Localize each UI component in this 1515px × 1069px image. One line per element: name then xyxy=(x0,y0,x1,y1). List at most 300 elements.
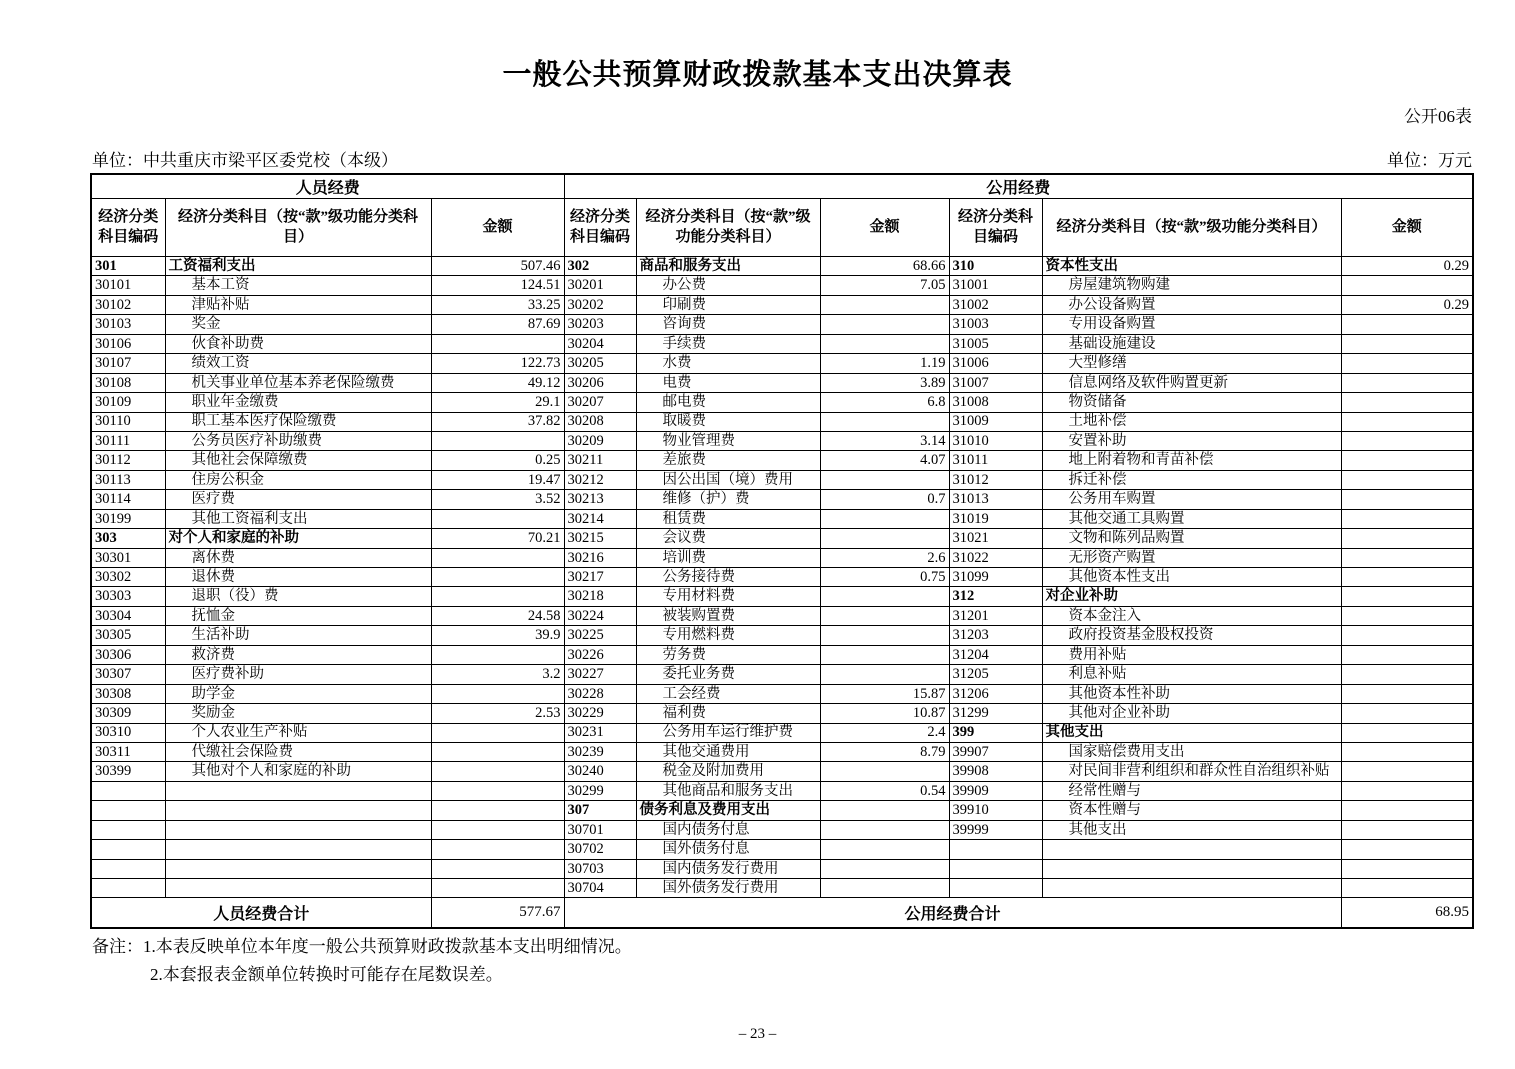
cell-code: 30103 xyxy=(91,315,165,334)
table-row xyxy=(91,723,1473,742)
page-title: 一般公共预算财政拨款基本支出决算表 xyxy=(502,59,1013,91)
cell-code: 30701 xyxy=(564,820,636,839)
cell-subject: 被装购置费 xyxy=(636,606,820,625)
cell-code: 30203 xyxy=(564,315,636,334)
cell-code: 31010 xyxy=(949,431,1042,450)
cell-code: 31201 xyxy=(949,606,1042,625)
cell-code: 310 xyxy=(949,257,1042,276)
cell-subject: 伙食补助费 xyxy=(165,334,431,353)
cell-subject: 国内债务付息 xyxy=(636,820,820,839)
cell-subject: 其他支出 xyxy=(1042,723,1341,742)
cell-subject: 绩效工资 xyxy=(165,354,431,373)
cell-amount xyxy=(1341,334,1473,353)
unit-currency-label: 单位：万元 xyxy=(1387,151,1472,170)
cell-amount xyxy=(1341,490,1473,509)
cell-subject: 文物和陈列品购置 xyxy=(1042,529,1341,548)
cell-subject: 资本性赠与 xyxy=(1042,801,1341,820)
cell-subject xyxy=(165,859,431,878)
cell-code: 30239 xyxy=(564,742,636,761)
cell-subject: 经常性赠与 xyxy=(1042,781,1341,800)
cell-subject: 医疗费 xyxy=(165,490,431,509)
cell-code: 30227 xyxy=(564,665,636,684)
cell-code: 31005 xyxy=(949,334,1042,353)
table-row xyxy=(91,801,1473,820)
cell-code: 30304 xyxy=(91,606,165,625)
expenditure-table xyxy=(90,173,1474,929)
cell-amount xyxy=(820,509,949,528)
cell-code: 30110 xyxy=(91,412,165,431)
cell-code: 30107 xyxy=(91,354,165,373)
cell-code: 31099 xyxy=(949,568,1042,587)
cell-amount: 37.82 xyxy=(431,412,564,431)
cell-amount: 0.75 xyxy=(820,568,949,587)
cell-subject: 其他社会保障缴费 xyxy=(165,451,431,470)
cell-code: 30224 xyxy=(564,606,636,625)
cell-code: 31022 xyxy=(949,548,1042,567)
cell-subject: 邮电费 xyxy=(636,393,820,412)
cell-subject: 印刷费 xyxy=(636,295,820,314)
cell-amount xyxy=(1341,665,1473,684)
cell-subject: 基础设施建设 xyxy=(1042,334,1341,353)
cell-code: 30217 xyxy=(564,568,636,587)
cell-amount xyxy=(431,568,564,587)
cell-subject: 债务利息及费用支出 xyxy=(636,801,820,820)
cell-subject: 职业年金缴费 xyxy=(165,393,431,412)
cell-subject: 房屋建筑物购建 xyxy=(1042,276,1341,295)
cell-subject: 取暖费 xyxy=(636,412,820,431)
col-header-subject: 经济分类科目（按“款”级功能分类科目） xyxy=(1042,199,1341,257)
cell-subject: 奖励金 xyxy=(165,704,431,723)
cell-subject: 工资福利支出 xyxy=(165,257,431,276)
cell-amount xyxy=(1341,529,1473,548)
cell-amount xyxy=(820,315,949,334)
cell-subject: 公务用车运行维护费 xyxy=(636,723,820,742)
cell-code: 303 xyxy=(91,529,165,548)
cell-amount: 3.52 xyxy=(431,490,564,509)
table-row xyxy=(91,431,1473,450)
table-row xyxy=(91,509,1473,528)
cell-subject: 土地补偿 xyxy=(1042,412,1341,431)
col-header-code: 经济分类科目编码 xyxy=(564,199,636,257)
cell-subject: 信息网络及软件购置更新 xyxy=(1042,373,1341,392)
table-row xyxy=(91,606,1473,625)
cell-code: 39908 xyxy=(949,762,1042,781)
cell-subject: 其他资本性支出 xyxy=(1042,568,1341,587)
group-header-row xyxy=(91,174,1473,199)
cell-code: 30305 xyxy=(91,626,165,645)
cell-subject: 会议费 xyxy=(636,529,820,548)
table-row xyxy=(91,762,1473,781)
cell-subject: 退职（役）费 xyxy=(165,587,431,606)
table-row xyxy=(91,742,1473,761)
cell-code: 31008 xyxy=(949,393,1042,412)
cell-amount xyxy=(1341,548,1473,567)
cell-code: 31206 xyxy=(949,684,1042,703)
cell-amount: 49.12 xyxy=(431,373,564,392)
cell-code: 30209 xyxy=(564,431,636,450)
cell-subject: 其他资本性补助 xyxy=(1042,684,1341,703)
cell-subject: 无形资产购置 xyxy=(1042,548,1341,567)
cell-amount xyxy=(820,606,949,625)
cell-subject xyxy=(165,781,431,800)
cell-code: 30215 xyxy=(564,529,636,548)
cell-code: 30225 xyxy=(564,626,636,645)
cell-amount: 122.73 xyxy=(431,354,564,373)
cell-subject: 其他工资福利支出 xyxy=(165,509,431,528)
cell-amount xyxy=(1341,587,1473,606)
cell-code xyxy=(91,859,165,878)
cell-amount xyxy=(1341,762,1473,781)
total-row xyxy=(91,898,1473,928)
cell-amount: 0.29 xyxy=(1341,257,1473,276)
col-header-amount: 金额 xyxy=(1341,199,1473,257)
cell-code xyxy=(91,840,165,859)
cell-subject: 对个人和家庭的补助 xyxy=(165,529,431,548)
cell-code: 30229 xyxy=(564,704,636,723)
cell-code: 30302 xyxy=(91,568,165,587)
cell-code: 39999 xyxy=(949,820,1042,839)
cell-subject: 住房公积金 xyxy=(165,470,431,489)
cell-subject: 基本工资 xyxy=(165,276,431,295)
table-row xyxy=(91,587,1473,606)
cell-code xyxy=(91,820,165,839)
cell-subject: 津贴补贴 xyxy=(165,295,431,314)
cell-code: 39909 xyxy=(949,781,1042,800)
cell-amount: 124.51 xyxy=(431,276,564,295)
cell-code xyxy=(91,801,165,820)
cell-code: 30214 xyxy=(564,509,636,528)
cell-amount xyxy=(820,879,949,898)
table-row xyxy=(91,626,1473,645)
cell-amount xyxy=(820,762,949,781)
table-row xyxy=(91,451,1473,470)
cell-amount xyxy=(820,626,949,645)
cell-amount xyxy=(1341,742,1473,761)
group-header-public: 公用经费 xyxy=(564,174,1473,199)
cell-code xyxy=(91,781,165,800)
cell-amount xyxy=(431,587,564,606)
cell-code: 30212 xyxy=(564,470,636,489)
cell-subject: 机关事业单位基本养老保险缴费 xyxy=(165,373,431,392)
cell-amount xyxy=(431,431,564,450)
cell-subject: 国家赔偿费用支出 xyxy=(1042,742,1341,761)
table-row xyxy=(91,859,1473,878)
cell-subject: 其他交通费用 xyxy=(636,742,820,761)
table-row xyxy=(91,645,1473,664)
cell-amount xyxy=(1341,781,1473,800)
public-total-label: 公用经费合计 xyxy=(564,898,1341,928)
cell-amount xyxy=(1341,470,1473,489)
table-row xyxy=(91,295,1473,314)
cell-amount xyxy=(1341,509,1473,528)
col-header-subject: 经济分类科目（按“款”级功能分类科目） xyxy=(636,199,820,257)
table-row xyxy=(91,548,1473,567)
cell-code: 31299 xyxy=(949,704,1042,723)
cell-amount: 0.54 xyxy=(820,781,949,800)
cell-code: 30307 xyxy=(91,665,165,684)
table-row xyxy=(91,393,1473,412)
cell-subject: 退休费 xyxy=(165,568,431,587)
cell-code: 31001 xyxy=(949,276,1042,295)
cell-amount xyxy=(1341,393,1473,412)
cell-code: 30102 xyxy=(91,295,165,314)
cell-subject: 电费 xyxy=(636,373,820,392)
cell-code: 30106 xyxy=(91,334,165,353)
cell-code: 30226 xyxy=(564,645,636,664)
cell-code: 30205 xyxy=(564,354,636,373)
cell-amount xyxy=(1341,568,1473,587)
cell-subject: 水费 xyxy=(636,354,820,373)
cell-code: 30310 xyxy=(91,723,165,742)
cell-code: 31012 xyxy=(949,470,1042,489)
cell-code: 30201 xyxy=(564,276,636,295)
cell-code: 30218 xyxy=(564,587,636,606)
cell-subject: 对企业补助 xyxy=(1042,587,1341,606)
cell-subject: 咨询费 xyxy=(636,315,820,334)
cell-amount: 70.21 xyxy=(431,529,564,548)
col-header-subject: 经济分类科目（按“款”级功能分类科目） xyxy=(165,199,431,257)
cell-subject: 商品和服务支出 xyxy=(636,257,820,276)
cell-subject: 国外债务发行费用 xyxy=(636,879,820,898)
cell-subject: 资本金注入 xyxy=(1042,606,1341,625)
cell-amount: 33.25 xyxy=(431,295,564,314)
cell-amount xyxy=(820,470,949,489)
cell-amount: 3.2 xyxy=(431,665,564,684)
cell-subject: 医疗费补助 xyxy=(165,665,431,684)
cell-subject: 其他支出 xyxy=(1042,820,1341,839)
cell-subject: 委托业务费 xyxy=(636,665,820,684)
table-row xyxy=(91,373,1473,392)
cell-amount: 0.7 xyxy=(820,490,949,509)
cell-subject: 专用材料费 xyxy=(636,587,820,606)
cell-amount: 15.87 xyxy=(820,684,949,703)
table-row xyxy=(91,820,1473,839)
cell-amount: 0.25 xyxy=(431,451,564,470)
cell-amount xyxy=(1341,431,1473,450)
cell-amount: 3.14 xyxy=(820,431,949,450)
cell-amount xyxy=(1341,723,1473,742)
cell-code: 302 xyxy=(564,257,636,276)
cell-amount xyxy=(820,820,949,839)
cell-code: 30231 xyxy=(564,723,636,742)
cell-amount xyxy=(431,684,564,703)
cell-amount: 2.53 xyxy=(431,704,564,723)
cell-subject xyxy=(165,879,431,898)
cell-subject xyxy=(1042,840,1341,859)
col-header-code: 经济分类科目编码 xyxy=(949,199,1042,257)
cell-amount xyxy=(1341,315,1473,334)
cell-subject: 租赁费 xyxy=(636,509,820,528)
table-row xyxy=(91,529,1473,548)
cell-subject xyxy=(165,801,431,820)
cell-amount xyxy=(431,548,564,567)
cell-code: 30206 xyxy=(564,373,636,392)
cell-amount xyxy=(431,840,564,859)
cell-code: 30306 xyxy=(91,645,165,664)
cell-amount: 10.87 xyxy=(820,704,949,723)
cell-amount xyxy=(431,723,564,742)
personnel-total-value: 577.67 xyxy=(431,898,564,928)
cell-amount xyxy=(820,801,949,820)
cell-code: 30207 xyxy=(564,393,636,412)
cell-amount: 3.89 xyxy=(820,373,949,392)
cell-subject: 专用燃料费 xyxy=(636,626,820,645)
cell-amount xyxy=(431,509,564,528)
cell-subject: 办公费 xyxy=(636,276,820,295)
table-row xyxy=(91,568,1473,587)
col-header-amount: 金额 xyxy=(820,199,949,257)
table-row xyxy=(91,334,1473,353)
note-line-2: 2.本套报表金额单位转换时可能存在尾数误差。 xyxy=(150,964,503,984)
cell-subject: 资本性支出 xyxy=(1042,257,1341,276)
table-row xyxy=(91,276,1473,295)
cell-code: 30703 xyxy=(564,859,636,878)
cell-code: 30301 xyxy=(91,548,165,567)
cell-code: 30211 xyxy=(564,451,636,470)
cell-subject: 助学金 xyxy=(165,684,431,703)
cell-subject: 国外债务付息 xyxy=(636,840,820,859)
table-row xyxy=(91,490,1473,509)
table-row xyxy=(91,315,1473,334)
cell-code: 31021 xyxy=(949,529,1042,548)
cell-subject xyxy=(1042,859,1341,878)
col-header-code: 经济分类科目编码 xyxy=(91,199,165,257)
cell-amount: 0.29 xyxy=(1341,295,1473,314)
cell-amount xyxy=(1341,626,1473,645)
cell-subject: 安置补助 xyxy=(1042,431,1341,450)
cell-amount xyxy=(820,295,949,314)
cell-code: 30109 xyxy=(91,393,165,412)
cell-code: 30399 xyxy=(91,762,165,781)
table-row xyxy=(91,684,1473,703)
cell-code: 30108 xyxy=(91,373,165,392)
cell-code: 31013 xyxy=(949,490,1042,509)
cell-subject: 大型修缮 xyxy=(1042,354,1341,373)
cell-amount xyxy=(1341,373,1473,392)
cell-amount: 6.8 xyxy=(820,393,949,412)
cell-amount: 1.19 xyxy=(820,354,949,373)
cell-subject: 劳务费 xyxy=(636,645,820,664)
cell-amount xyxy=(1341,820,1473,839)
cell-amount xyxy=(431,742,564,761)
cell-amount: 24.58 xyxy=(431,606,564,625)
cell-code: 30309 xyxy=(91,704,165,723)
cell-subject xyxy=(165,840,431,859)
cell-amount: 7.05 xyxy=(820,276,949,295)
cell-code: 31203 xyxy=(949,626,1042,645)
cell-subject: 因公出国（境）费用 xyxy=(636,470,820,489)
cell-amount xyxy=(1341,606,1473,625)
unit-name-label: 单位：中共重庆市梁平区委党校（本级） xyxy=(92,151,398,170)
cell-amount: 507.46 xyxy=(431,257,564,276)
cell-amount xyxy=(431,801,564,820)
cell-amount xyxy=(1341,840,1473,859)
cell-subject: 专用设备购置 xyxy=(1042,315,1341,334)
table-row xyxy=(91,879,1473,898)
cell-code: 30213 xyxy=(564,490,636,509)
cell-amount xyxy=(820,529,949,548)
table-row xyxy=(91,665,1473,684)
cell-code: 39907 xyxy=(949,742,1042,761)
note-line-1: 备注：1.本表反映单位本年度一般公共预算财政拨款基本支出明细情况。 xyxy=(92,937,632,956)
cell-subject: 拆迁补偿 xyxy=(1042,470,1341,489)
table-row xyxy=(91,704,1473,723)
cell-code: 30204 xyxy=(564,334,636,353)
cell-code: 31007 xyxy=(949,373,1042,392)
table-body xyxy=(91,257,1473,898)
table-row xyxy=(91,781,1473,800)
cell-subject: 救济费 xyxy=(165,645,431,664)
cell-subject: 维修（护）费 xyxy=(636,490,820,509)
cell-code: 399 xyxy=(949,723,1042,742)
cell-subject: 物资储备 xyxy=(1042,393,1341,412)
cell-code: 30308 xyxy=(91,684,165,703)
cell-subject: 国内债务发行费用 xyxy=(636,859,820,878)
cell-subject: 个人农业生产补贴 xyxy=(165,723,431,742)
cell-code: 30111 xyxy=(91,431,165,450)
cell-subject: 其他商品和服务支出 xyxy=(636,781,820,800)
cell-code: 312 xyxy=(949,587,1042,606)
cell-amount xyxy=(431,879,564,898)
cell-amount xyxy=(820,645,949,664)
cell-subject: 生活补助 xyxy=(165,626,431,645)
cell-subject: 政府投资基金股权投资 xyxy=(1042,626,1341,645)
cell-subject: 奖金 xyxy=(165,315,431,334)
cell-code: 30208 xyxy=(564,412,636,431)
cell-subject: 利息补贴 xyxy=(1042,665,1341,684)
cell-amount: 29.1 xyxy=(431,393,564,412)
cell-code xyxy=(91,879,165,898)
cell-subject: 手续费 xyxy=(636,334,820,353)
table-row xyxy=(91,840,1473,859)
cell-subject: 办公设备购置 xyxy=(1042,295,1341,314)
cell-subject: 其他交通工具购置 xyxy=(1042,509,1341,528)
cell-subject: 职工基本医疗保险缴费 xyxy=(165,412,431,431)
cell-subject: 其他对个人和家庭的补助 xyxy=(165,762,431,781)
cell-amount: 39.9 xyxy=(431,626,564,645)
cell-subject: 税金及附加费用 xyxy=(636,762,820,781)
cell-amount xyxy=(1341,645,1473,664)
cell-subject: 公务员医疗补助缴费 xyxy=(165,431,431,450)
cell-subject: 工会经费 xyxy=(636,684,820,703)
cell-amount: 2.4 xyxy=(820,723,949,742)
cell-amount: 4.07 xyxy=(820,451,949,470)
cell-code: 30114 xyxy=(91,490,165,509)
cell-subject: 费用补贴 xyxy=(1042,645,1341,664)
cell-amount xyxy=(1341,801,1473,820)
cell-subject: 公务接待费 xyxy=(636,568,820,587)
cell-amount xyxy=(1341,704,1473,723)
cell-amount xyxy=(1341,412,1473,431)
cell-amount xyxy=(820,412,949,431)
cell-subject: 对民间非营利组织和群众性自治组织补贴 xyxy=(1042,762,1341,781)
cell-subject: 抚恤金 xyxy=(165,606,431,625)
cell-code: 31011 xyxy=(949,451,1042,470)
cell-code: 307 xyxy=(564,801,636,820)
cell-subject xyxy=(165,820,431,839)
cell-amount xyxy=(820,840,949,859)
cell-amount xyxy=(431,645,564,664)
cell-subject xyxy=(1042,879,1341,898)
form-number-label: 公开06表 xyxy=(1404,107,1472,126)
cell-code: 30303 xyxy=(91,587,165,606)
cell-code: 31205 xyxy=(949,665,1042,684)
cell-amount xyxy=(820,665,949,684)
cell-code: 31009 xyxy=(949,412,1042,431)
cell-subject: 其他对企业补助 xyxy=(1042,704,1341,723)
cell-code: 30101 xyxy=(91,276,165,295)
cell-amount: 19.47 xyxy=(431,470,564,489)
